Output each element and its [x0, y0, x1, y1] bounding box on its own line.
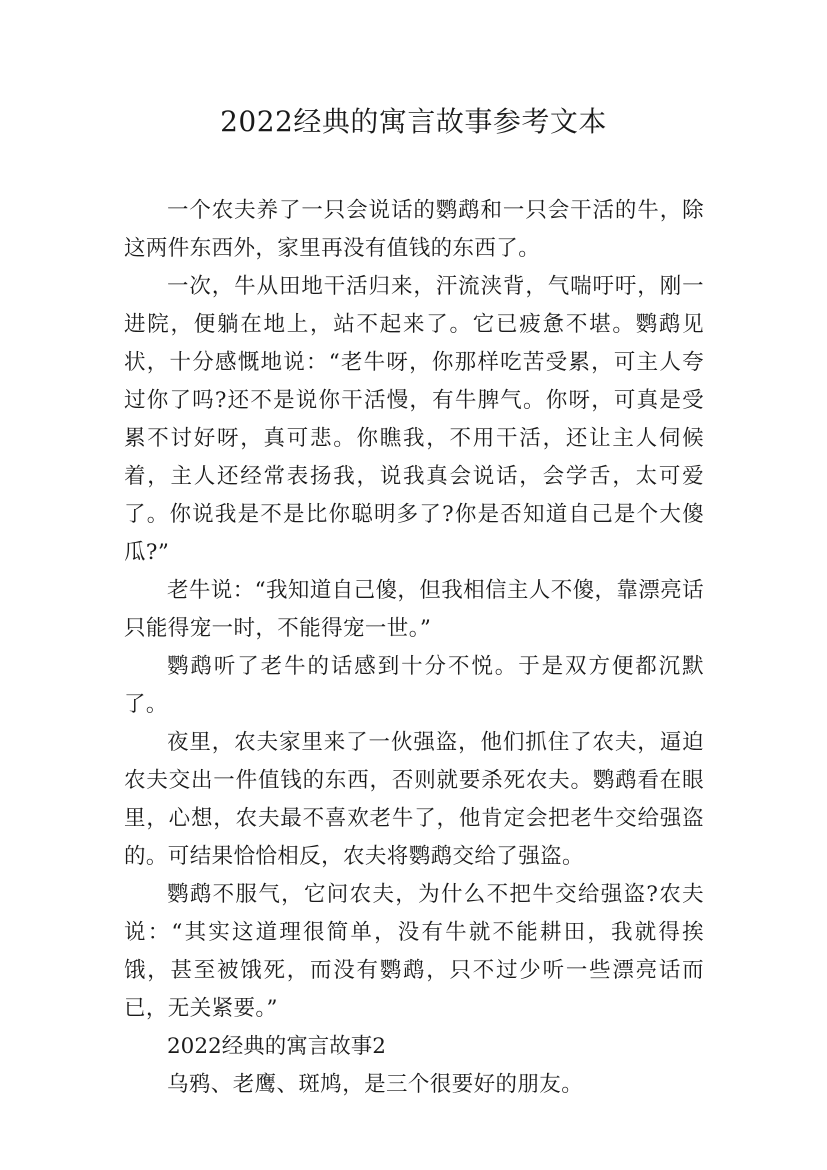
paragraph-3: 老牛说：“我知道自己傻，但我相信主人不傻，靠漂亮话只能得宠一时，不能得宠一世。” — [124, 578, 704, 641]
paragraph-5: 夜里，农夫家里来了一伙强盗，他们抓住了农夫，逼迫农夫交出一件值钱的东西，否则就要杀死农夫。鹦鹉看在眼里，心想，农夫最不喜欢老牛了，他肯定会把老牛交给强盗的。可结果恰恰相反，农夫将鹦鹉交给了强盗。 — [124, 730, 704, 869]
paragraph-6: 鹦鹉不服气，它问农夫，为什么不把牛交给强盗?农夫说：“其实这道理很简单，没有牛就不能耕田，我就得挨饿，甚至被饿死，而没有鹦鹉，只不过少听一些漂亮话而已，无关紧要。” — [124, 882, 704, 1021]
document-title: 2022经典的寓言故事参考文本 — [220, 105, 607, 138]
paragraph-2: 一次，牛从田地干活归来，汗流浃背，气喘吁吁，刚一进院，便躺在地上，站不起来了。它已疲惫不堪。鹦鹉见状，十分感慨地说：“老牛呀，你那样吃苦受累，可主人夸过你了吗?还不是说你干活慢，有牛脾气。你呀，可真是受累不讨好呀，真可悲。你瞧我，不用干活，还让主人伺候着，主人还经常表扬我，说我真会说话，会学舌，太可爱了。你说我是不是比你聪明多了?你是否知道自己是个大傻瓜?” — [124, 274, 704, 565]
paragraph-7: 乌鸦、老鹰、斑鸠，是三个很要好的朋友。 — [167, 1072, 584, 1097]
section-subheading: 2022经典的寓言故事2 — [167, 1034, 386, 1059]
document-body — [124, 192, 704, 1104]
paragraph-1: 一个农夫养了一只会说话的鹦鹉和一只会干活的牛，除这两件东西外，家里再没有值钱的东西了。 — [124, 198, 704, 261]
paragraph-4: 鹦鹉听了老牛的话感到十分不悦。于是双方便都沉默了。 — [124, 654, 704, 717]
